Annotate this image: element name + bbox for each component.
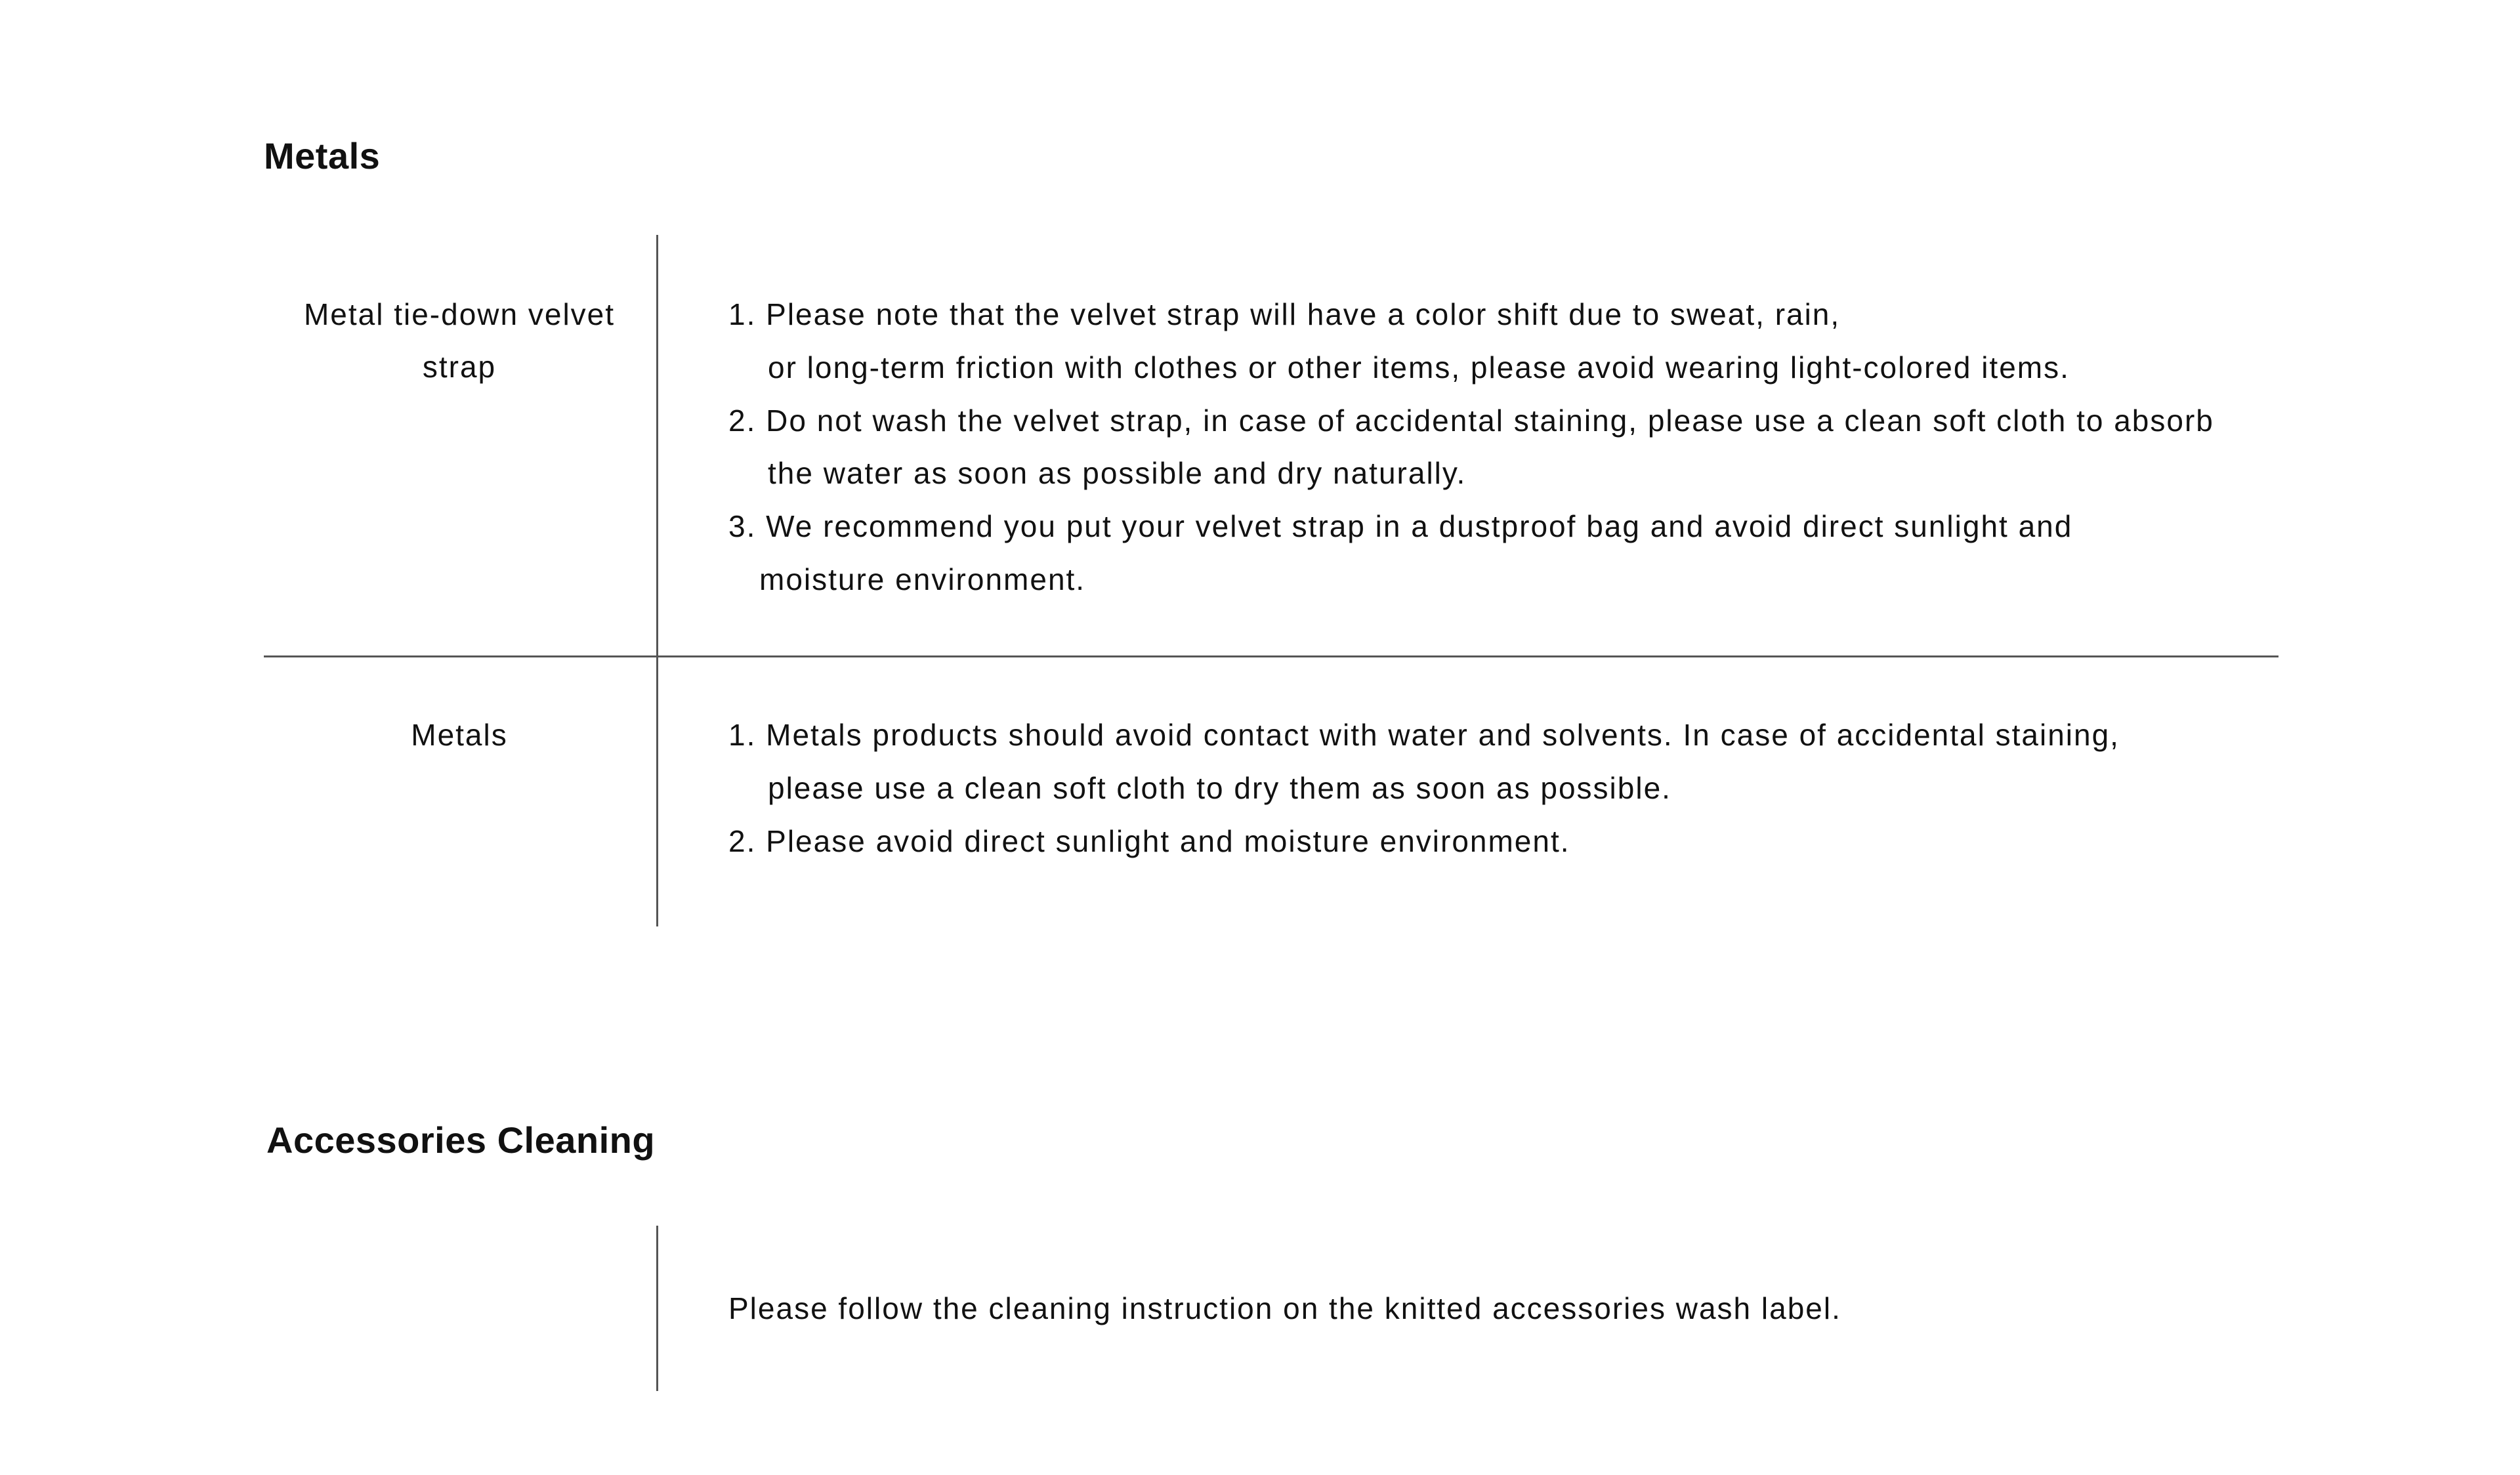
row-label-metals [262, 709, 656, 761]
instruction-line: or long-term friction with clothes or other items, please avoid wearing light-colored items. [768, 350, 2070, 384]
instruction-line: 2. Do not wash the velvet strap, in case of accidental staining, please use a clean soft cloth to absorb [728, 403, 2214, 438]
table-divider-horizontal [264, 655, 2278, 657]
row-label-velvet-strap [262, 288, 656, 393]
care-instructions-metals [728, 709, 2120, 867]
section-title-accessories-cleaning: Accessories Cleaning [266, 1119, 656, 1161]
table-divider-vertical [656, 235, 658, 926]
instruction-line: please use a clean soft cloth to dry them as soon as possible. [768, 770, 1671, 805]
row-label-line: strap [422, 350, 497, 384]
row-label-line: Metal tie-down velvet [303, 297, 616, 331]
row-label-line: Metals [411, 718, 508, 752]
section-title-metals: Metals [264, 135, 381, 177]
instruction-line: 2. Please avoid direct sunlight and moisture environment. [728, 823, 1570, 858]
accessories-divider-vertical [656, 1226, 658, 1391]
instruction-line: 3. We recommend you put your velvet strap in a dustproof bag and avoid direct sunlight and [728, 509, 2073, 544]
instruction-line: moisture environment. [759, 562, 1086, 596]
instruction-line: the water as soon as possible and dry naturally. [768, 456, 1467, 491]
accessories-cleaning-instruction: Please follow the cleaning instruction on the knitted accessories wash label. [728, 1291, 1841, 1325]
care-instructions-velvet-strap [728, 288, 2214, 606]
instruction-line: 1. Metals products should avoid contact with water and solvents. In case of accidental staining, [728, 718, 2120, 752]
instruction-line: 1. Please note that the velvet strap will have a color shift due to sweat, rain, [728, 297, 1841, 331]
